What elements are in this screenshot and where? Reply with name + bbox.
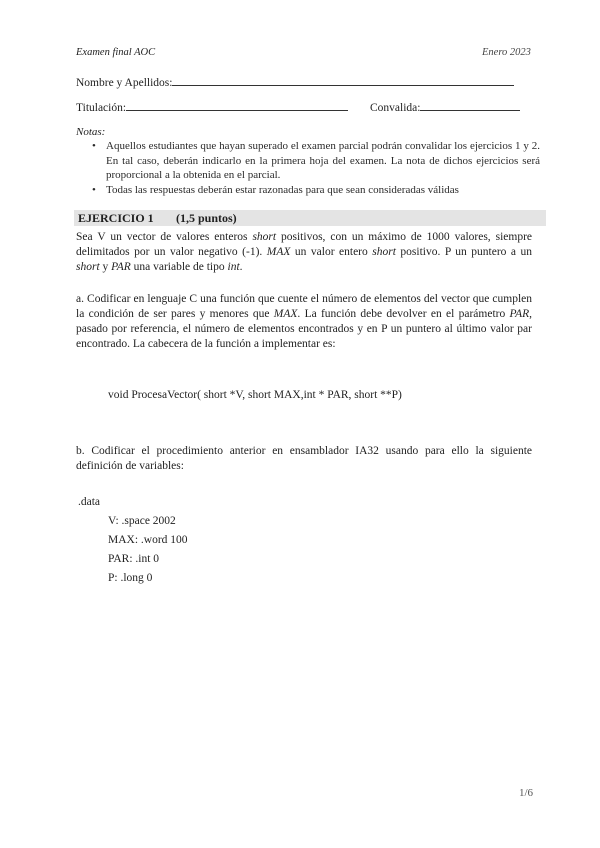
data-line-v: V: .space 2002 [108,515,176,527]
exam-date: Enero 2023 [482,47,531,58]
data-line-par: PAR: .int 0 [108,553,160,565]
name-line [172,74,514,86]
function-signature: void ProcesaVector( short *V, short MAX,int * PAR, short **P) [108,389,402,401]
validate-field-row [370,99,520,114]
degree-label: Titulación: [76,102,127,114]
notes-title: Notas: [76,126,106,138]
data-line-p: P: .long 0 [108,572,153,584]
page-number: 1/6 [519,787,534,799]
name-label: Nombre y Apellidos: [76,77,173,89]
validate-line [420,99,520,111]
note-item: • Aquellos estudiantes que hayan superado el examen parcial podrán convalidar los ejercicios 1 y 2. En tal caso, deberán indicarlo en la primera hoja del examen. La nota de dichos ejercicios será proporcional a la obtenida en el parcial. [90,139,540,183]
exercise-points: (1,5 puntos) [176,211,237,225]
exercise-title: EJERCICIO 1 [78,211,154,225]
name-field-row [76,74,514,89]
degree-line [126,99,348,111]
validate-label: Convalida: [370,102,421,114]
degree-field-row [76,99,348,114]
notes-list [90,139,540,197]
data-line-max: MAX: .word 100 [108,534,188,546]
note-item: • Todas las respuestas deberán estar razonadas para que sean consideradas válidas [90,183,540,198]
part-b-text: b. Codificar el procedimiento anterior en ensamblador IA32 usando para ello la siguiente definición de variables: [76,445,532,472]
exercise-intro: Sea V un vector de valores enteros short positivos, con un máximo de 1000 valores, siempre delimitados por un valor negativo (-1). MAX un valor entero short positivo. P un puntero a un short y PAR una variable de tipo int. [76,231,532,273]
exam-title: Examen final AOC [76,47,156,58]
data-directive: .data [78,496,101,508]
part-a-text: a. Codificar en lenguaje C una función que cuente el número de elementos del vector que cumplen la condición de ser pares y menores que MAX. La función debe devolver en el parámetro PAR, pasado por referencia, el número de elementos encontrados y en P un puntero al último valor par encontrado. La cabecera de la función a implementar es: [76,293,532,350]
